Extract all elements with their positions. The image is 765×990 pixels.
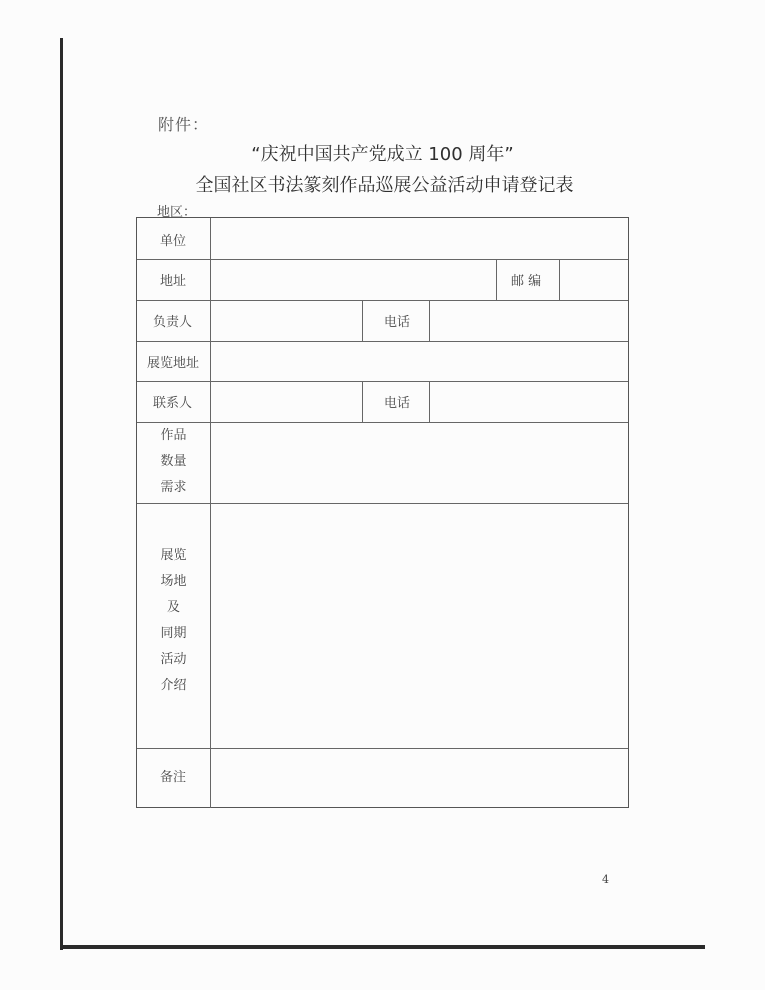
label-column-divider xyxy=(210,218,211,808)
label-line: 介绍 xyxy=(160,678,187,693)
works-quantity-label xyxy=(137,423,210,501)
label-line: 展览 xyxy=(160,548,187,563)
address-label: 地址 xyxy=(160,274,187,289)
region-label: 地区： xyxy=(157,205,197,220)
document-title-line1: “庆祝中国共产党成立 100 周年” xyxy=(251,144,514,165)
label-line: 活动 xyxy=(160,652,187,667)
exhibition-address-label: 展览地址 xyxy=(147,356,200,371)
column-divider xyxy=(362,300,363,341)
phone-label: 电话 xyxy=(384,396,411,411)
venue-and-activities-label xyxy=(137,543,210,699)
postcode-label: 邮 编 xyxy=(511,274,542,289)
label-line: 数量 xyxy=(160,454,187,469)
column-divider xyxy=(362,381,363,422)
attachment-label: 附件： xyxy=(158,115,210,134)
document-title-line2: 全国社区书法篆刻作品巡展公益活动申请登记表 xyxy=(195,175,574,196)
person-in-charge-label: 负责人 xyxy=(153,315,193,330)
page-number: 4 xyxy=(602,873,609,886)
remarks-label: 备注 xyxy=(160,770,187,785)
label-line: 及 xyxy=(166,600,180,615)
unit-label: 单位 xyxy=(160,234,187,249)
label-line: 需求 xyxy=(160,480,187,495)
column-divider xyxy=(496,259,497,300)
column-divider xyxy=(429,381,430,422)
phone-label: 电话 xyxy=(384,315,411,330)
label-line: 作品 xyxy=(160,428,187,443)
label-line: 同期 xyxy=(160,626,187,641)
contact-person-label: 联系人 xyxy=(153,396,193,411)
label-line: 场地 xyxy=(160,574,187,589)
application-form-table xyxy=(136,217,629,808)
column-divider xyxy=(429,300,430,341)
scan-edge-bottom xyxy=(60,945,705,949)
column-divider xyxy=(559,259,560,300)
